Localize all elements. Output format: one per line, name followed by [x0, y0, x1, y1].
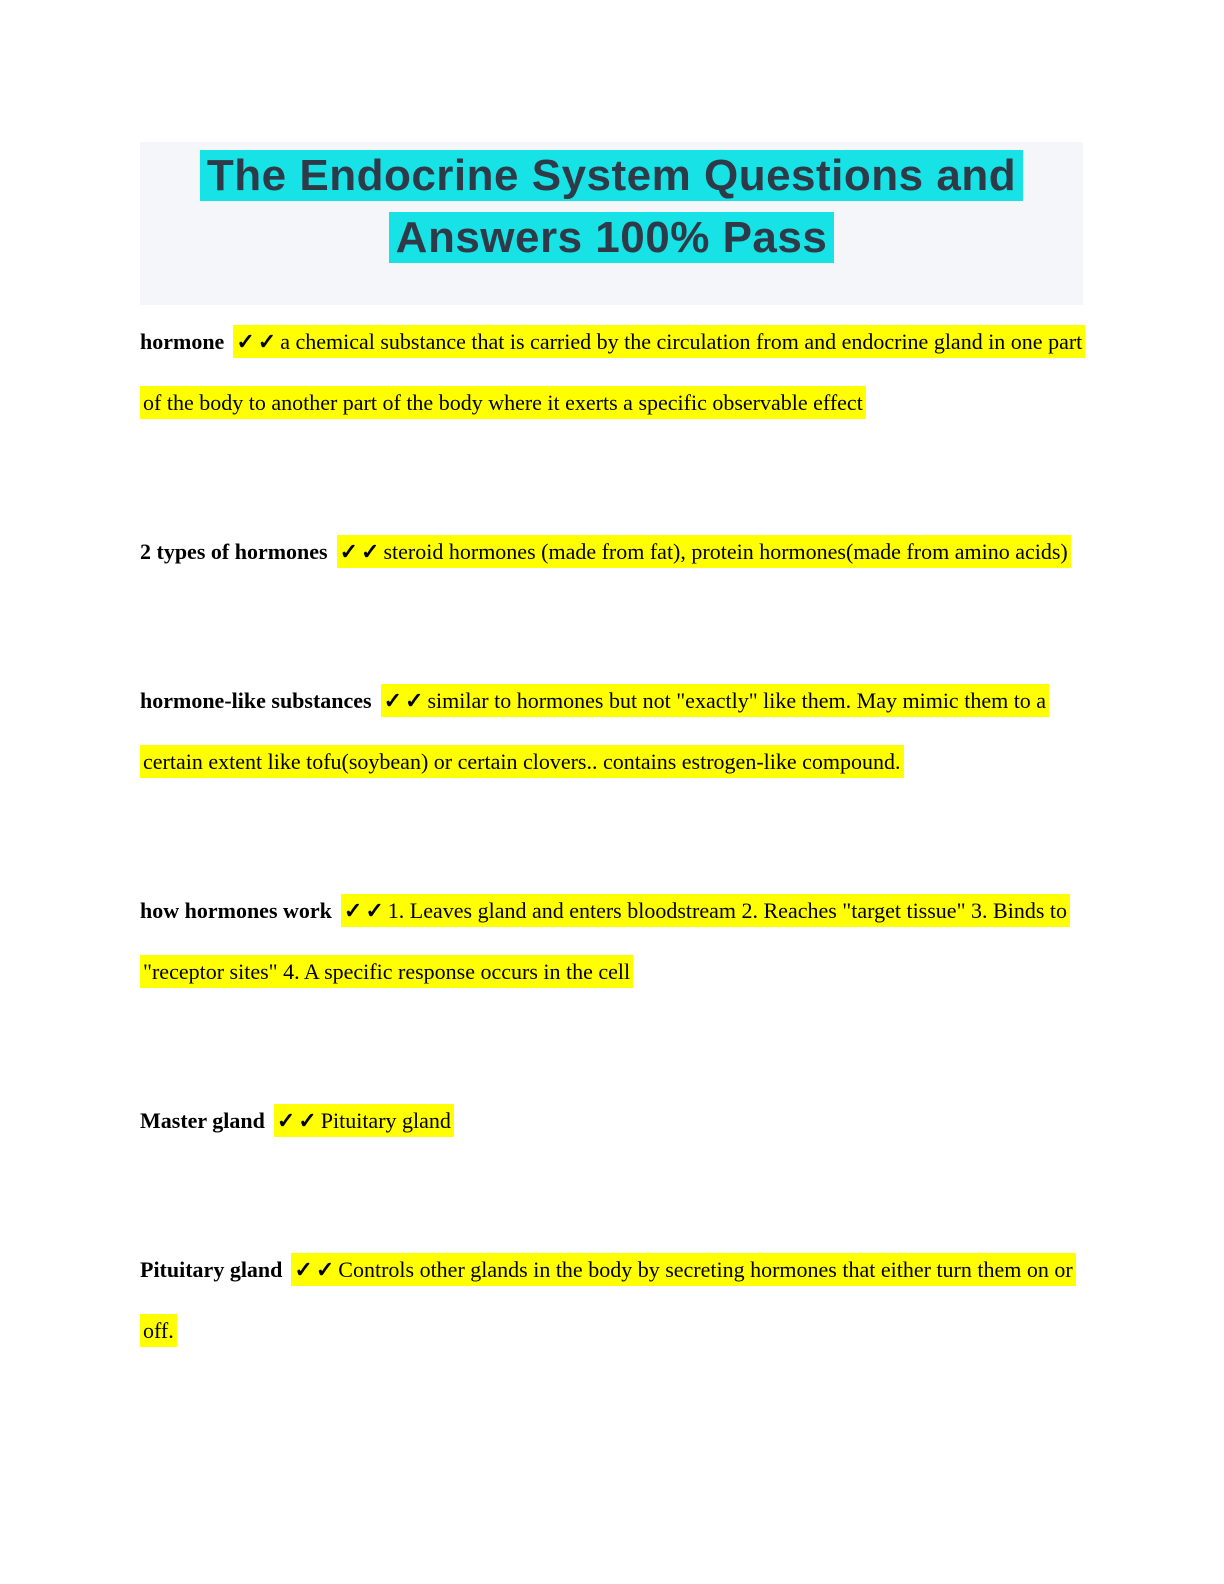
- qa-term: 2 types of hormones: [140, 539, 328, 564]
- qa-answer-text: Controls other glands in the body by secreting hormones that either turn them on or off.: [143, 1257, 1073, 1343]
- qa-term: Pituitary gland: [140, 1257, 283, 1282]
- title-banner: [140, 142, 1083, 305]
- qa-entry: [140, 1239, 1083, 1361]
- qa-answer-text: similar to hormones but not "exactly" like them. May mimic them to a certain extent like tofu(soybean) or certain clovers.. contains estrogen-like compound.: [143, 688, 1047, 774]
- qa-answer-text: Pituitary gland: [320, 1108, 451, 1133]
- qa-entry: [140, 670, 1083, 792]
- double-checkmark-icon: ✓✓: [383, 688, 427, 713]
- qa-answer-highlight: [140, 325, 1085, 419]
- qa-entry: [140, 311, 1083, 433]
- qa-term: hormone: [140, 329, 225, 354]
- page-title: [140, 145, 1083, 269]
- qa-answer-text: steroid hormones (made from fat), protein hormones(made from amino acids): [383, 539, 1068, 564]
- qa-entry: [140, 1090, 1083, 1151]
- page-title-line-2: [140, 207, 1083, 269]
- page-title-line-1: [140, 145, 1083, 207]
- qa-entry: [140, 521, 1083, 582]
- qa-term: how hormones work: [140, 898, 332, 923]
- document-page: [140, 0, 1083, 1361]
- double-checkmark-icon: ✓✓: [294, 1257, 338, 1282]
- qa-answer-text: 1. Leaves gland and enters bloodstream 2. Reaches "target tissue" 3. Binds to "receptor sites" 4. A specific response occurs in the cell: [143, 898, 1068, 984]
- qa-list: [140, 305, 1083, 1361]
- qa-answer-text: a chemical substance that is carried by the circulation from and endocrine gland in one part of the body to another part of the body where it exerts a specific observable effect: [143, 329, 1083, 415]
- qa-entry: [140, 880, 1083, 1002]
- qa-term: hormone-like substances: [140, 688, 372, 713]
- double-checkmark-icon: ✓✓: [339, 539, 383, 564]
- qa-answer-highlight: [337, 535, 1071, 568]
- double-checkmark-icon: ✓✓: [343, 898, 387, 923]
- title-highlight: The Endocrine System Questions and: [200, 150, 1023, 201]
- double-checkmark-icon: ✓✓: [236, 329, 280, 354]
- double-checkmark-icon: ✓✓: [276, 1108, 320, 1133]
- title-highlight: Answers 100% Pass: [389, 212, 835, 263]
- qa-term: Master gland: [140, 1108, 265, 1133]
- qa-answer-highlight: [274, 1104, 454, 1137]
